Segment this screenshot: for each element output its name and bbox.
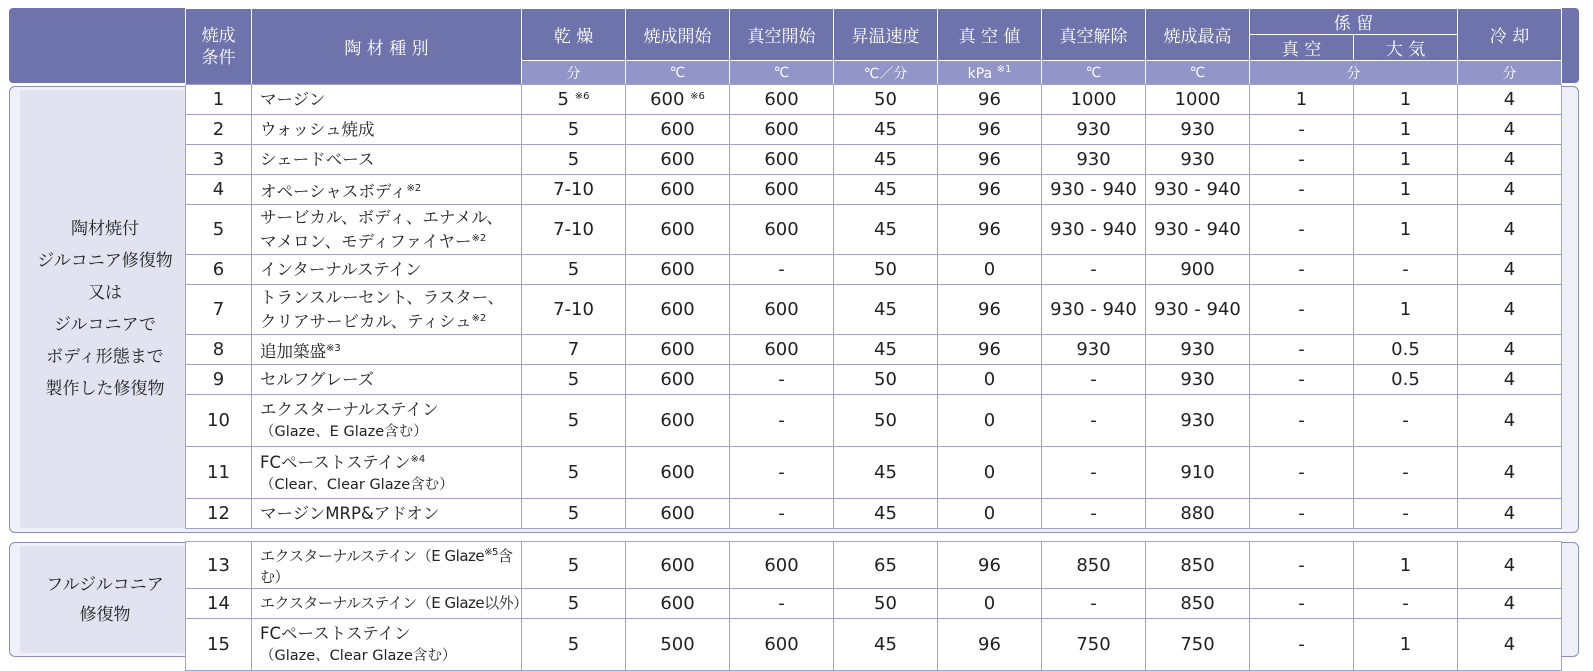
value-heat-rate: 50 xyxy=(834,255,938,285)
value-dry-text: 5 xyxy=(557,89,569,110)
table-row xyxy=(186,589,1562,619)
value-firing-start xyxy=(626,619,730,671)
material-name-text: FCペーストステイン xyxy=(260,453,411,472)
value-firing-start-text: 600 xyxy=(660,554,695,576)
value-dry-text: 5 xyxy=(567,149,580,170)
value-firing-start xyxy=(626,175,730,205)
condition-number: 13 xyxy=(186,542,252,589)
value-heat-rate: 50 xyxy=(834,589,938,619)
value-dry-text: 5 xyxy=(567,503,580,524)
value-firing-start-text: 600 xyxy=(660,179,695,200)
value-hold-vacuum: - xyxy=(1250,115,1354,145)
value-firing-max: 930 xyxy=(1146,395,1250,447)
value-vacuum-start: 600 xyxy=(730,175,834,205)
unit-dry: 分 xyxy=(522,61,626,85)
value-firing-start xyxy=(626,589,730,619)
value-vacuum-release: 850 xyxy=(1042,542,1146,589)
value-vacuum-release: - xyxy=(1042,499,1146,529)
value-vacuum-level: 0 xyxy=(938,395,1042,447)
material-name xyxy=(252,395,522,447)
value-dry xyxy=(522,115,626,145)
material-name xyxy=(252,542,522,589)
table-row xyxy=(186,619,1562,671)
firing-table-porcelain xyxy=(185,84,1562,529)
footnote-mark: ※6 xyxy=(574,91,590,102)
material-name-text: エクスターナルステイン（E Glaze xyxy=(260,547,485,565)
material-name xyxy=(252,499,522,529)
value-vacuum-start: 600 xyxy=(730,285,834,335)
value-hold-air: - xyxy=(1354,395,1458,447)
value-firing-max: 910 xyxy=(1146,447,1250,499)
value-cooling: 4 xyxy=(1458,447,1562,499)
value-hold-vacuum: - xyxy=(1250,255,1354,285)
header-firing-max: 焼成最高 xyxy=(1146,9,1250,61)
value-dry xyxy=(522,175,626,205)
value-dry-text: 5 xyxy=(567,410,580,431)
value-dry xyxy=(522,145,626,175)
footnote-mark: ※2 xyxy=(406,182,422,194)
material-name xyxy=(252,619,522,671)
value-dry-text: 5 xyxy=(567,259,580,280)
material-name-tail: 含む） xyxy=(260,547,513,586)
table-row xyxy=(186,115,1562,145)
value-hold-air: - xyxy=(1354,589,1458,619)
unit-vacuum-release: ℃ xyxy=(1042,61,1146,85)
condition-number: 7 xyxy=(186,285,252,335)
condition-number: 9 xyxy=(186,365,252,395)
value-firing-start xyxy=(626,335,730,365)
value-vacuum-level: 96 xyxy=(938,205,1042,255)
value-vacuum-release: 930 - 940 xyxy=(1042,285,1146,335)
value-heat-rate: 45 xyxy=(834,145,938,175)
header-hold-air: 大 気 xyxy=(1354,35,1458,61)
material-subnote: （Glaze、Clear Glaze含む） xyxy=(260,647,457,664)
value-firing-start-text: 600 xyxy=(660,503,695,524)
value-heat-rate: 50 xyxy=(834,365,938,395)
table-row xyxy=(186,255,1562,285)
value-vacuum-release: 930 - 940 xyxy=(1042,175,1146,205)
value-dry-text: 5 xyxy=(567,593,580,614)
material-name-text: エクスターナルステイン（E Glaze以外） xyxy=(260,594,528,612)
value-firing-max: 930 xyxy=(1146,145,1250,175)
value-vacuum-release: - xyxy=(1042,395,1146,447)
value-vacuum-start: - xyxy=(730,255,834,285)
value-hold-air: - xyxy=(1354,499,1458,529)
value-dry-text: 5 xyxy=(567,634,580,655)
value-vacuum-start: 600 xyxy=(730,542,834,589)
value-hold-vacuum: - xyxy=(1250,619,1354,671)
value-vacuum-level: 96 xyxy=(938,85,1042,115)
value-hold-vacuum: - xyxy=(1250,499,1354,529)
value-hold-air: 1 xyxy=(1354,542,1458,589)
value-vacuum-start: 600 xyxy=(730,619,834,671)
value-heat-rate: 45 xyxy=(834,447,938,499)
value-heat-rate: 50 xyxy=(834,395,938,447)
material-name-text: エクスターナルステイン xyxy=(260,399,439,419)
table-row xyxy=(186,365,1562,395)
material-name-text: インターナルステイン xyxy=(260,260,422,279)
value-vacuum-start: 600 xyxy=(730,145,834,175)
value-firing-max: 850 xyxy=(1146,589,1250,619)
condition-number: 8 xyxy=(186,335,252,365)
condition-number: 5 xyxy=(186,205,252,255)
value-dry xyxy=(522,542,626,589)
value-vacuum-release: 930 xyxy=(1042,115,1146,145)
value-vacuum-level: 96 xyxy=(938,145,1042,175)
value-firing-start xyxy=(626,85,730,115)
value-dry xyxy=(522,285,626,335)
value-cooling: 4 xyxy=(1458,395,1562,447)
value-firing-max: 930 - 940 xyxy=(1146,175,1250,205)
value-cooling: 4 xyxy=(1458,542,1562,589)
header-vacuum-level: 真 空 値 xyxy=(938,9,1042,61)
value-firing-start-text: 600 xyxy=(660,259,695,280)
value-vacuum-start: 600 xyxy=(730,85,834,115)
value-heat-rate: 45 xyxy=(834,115,938,145)
value-firing-start xyxy=(626,285,730,335)
value-firing-start xyxy=(626,115,730,145)
material-subnote: （Clear、Clear Glaze含む） xyxy=(260,477,454,493)
value-firing-max: 750 xyxy=(1146,619,1250,671)
table-row xyxy=(186,205,1562,255)
header-vacuum-start: 真空開始 xyxy=(730,9,834,61)
footnote-mark: ※2 xyxy=(471,233,487,244)
value-firing-start-text: 600 xyxy=(650,89,685,110)
condition-number: 15 xyxy=(186,619,252,671)
unit-heat-rate: ℃／分 xyxy=(834,61,938,85)
value-dry xyxy=(522,619,626,671)
value-vacuum-release: - xyxy=(1042,589,1146,619)
value-firing-start-text: 600 xyxy=(660,149,695,170)
value-vacuum-start: - xyxy=(730,447,834,499)
header-firing-start: 焼成開始 xyxy=(626,9,730,61)
value-vacuum-level: 0 xyxy=(938,589,1042,619)
group-line: ジルコニアで xyxy=(53,315,157,335)
value-dry-text: 5 xyxy=(567,369,580,390)
value-vacuum-release: - xyxy=(1042,365,1146,395)
unit-firing-max: ℃ xyxy=(1146,61,1250,85)
material-name-text: マメロン、モディファイヤー xyxy=(260,232,472,251)
material-name xyxy=(252,115,522,145)
value-cooling: 4 xyxy=(1458,335,1562,365)
header-heat-rate: 昇温速度 xyxy=(834,9,938,61)
group-line: 陶材焼付 xyxy=(70,219,139,239)
group-line: 又は xyxy=(87,283,122,303)
value-hold-air: - xyxy=(1354,255,1458,285)
value-firing-start xyxy=(626,499,730,529)
value-firing-start-text: 600 xyxy=(660,462,695,483)
value-firing-start-text: 600 xyxy=(660,299,695,320)
value-vacuum-release: 930 xyxy=(1042,335,1146,365)
value-vacuum-level: 0 xyxy=(938,499,1042,529)
firing-table-full-zirconia xyxy=(185,541,1562,671)
value-hold-vacuum: - xyxy=(1250,285,1354,335)
value-heat-rate: 45 xyxy=(834,175,938,205)
value-vacuum-release: 750 xyxy=(1042,619,1146,671)
group-label-full-zirconia xyxy=(20,546,190,653)
value-heat-rate: 45 xyxy=(834,619,938,671)
value-hold-vacuum: - xyxy=(1250,589,1354,619)
value-hold-air: 1 xyxy=(1354,205,1458,255)
value-firing-max: 930 xyxy=(1146,365,1250,395)
table-row xyxy=(186,85,1562,115)
value-vacuum-start: 600 xyxy=(730,115,834,145)
value-vacuum-level: 0 xyxy=(938,447,1042,499)
material-name xyxy=(252,285,522,335)
value-cooling: 4 xyxy=(1458,499,1562,529)
unit-cooling: 分 xyxy=(1458,61,1562,85)
material-name xyxy=(252,85,522,115)
table-row xyxy=(186,542,1562,589)
value-cooling: 4 xyxy=(1458,145,1562,175)
value-hold-air: 1 xyxy=(1354,619,1458,671)
header-vacuum-release: 真空解除 xyxy=(1042,9,1146,61)
condition-number: 3 xyxy=(186,145,252,175)
footnote-mark: ※5 xyxy=(484,547,498,558)
material-name-text: 追加築盛 xyxy=(260,341,326,361)
value-firing-start xyxy=(626,447,730,499)
value-hold-air: 1 xyxy=(1354,285,1458,335)
footnote-mark: ※4 xyxy=(410,454,426,465)
material-name xyxy=(252,335,522,365)
table-row xyxy=(186,175,1562,205)
material-name-text: トランスルーセント、ラスター、 xyxy=(260,288,505,307)
value-firing-max: 1000 xyxy=(1146,85,1250,115)
value-firing-max: 930 - 940 xyxy=(1146,285,1250,335)
unit-firing-start: ℃ xyxy=(626,61,730,85)
value-hold-vacuum: - xyxy=(1250,175,1354,205)
condition-number: 6 xyxy=(186,255,252,285)
value-dry-text: 5 xyxy=(567,462,580,483)
value-dry xyxy=(522,255,626,285)
material-name xyxy=(252,589,528,619)
value-firing-start xyxy=(626,395,730,447)
group-line: ジルコニア修復物 xyxy=(37,251,173,271)
condition-number: 2 xyxy=(186,115,252,145)
value-heat-rate: 45 xyxy=(834,499,938,529)
material-subnote: （Glaze、E Glaze含む） xyxy=(260,423,428,440)
value-hold-vacuum: - xyxy=(1250,335,1354,365)
value-hold-vacuum: - xyxy=(1250,395,1354,447)
value-vacuum-release: - xyxy=(1042,447,1146,499)
value-vacuum-level: 96 xyxy=(938,175,1042,205)
header-hold-vacuum: 真 空 xyxy=(1250,35,1354,61)
material-name-text: マージンMRP&アドオン xyxy=(260,504,440,523)
unit-vacuum-level: kPa $^{※1}$ xyxy=(938,61,1042,85)
value-vacuum-level: 96 xyxy=(938,115,1042,145)
group-line: ボディ形態まで xyxy=(46,347,164,367)
condition-number: 12 xyxy=(186,499,252,529)
value-dry xyxy=(522,205,626,255)
value-hold-air: - xyxy=(1354,447,1458,499)
value-firing-start-text: 500 xyxy=(660,634,695,655)
value-firing-start xyxy=(626,255,730,285)
value-dry-text: 7-10 xyxy=(553,219,594,240)
footnote-mark: ※2 xyxy=(471,313,487,324)
material-name xyxy=(252,365,522,395)
value-firing-start-text: 600 xyxy=(660,339,695,360)
value-vacuum-release: 1000 xyxy=(1042,85,1146,115)
value-firing-max: 930 - 940 xyxy=(1146,205,1250,255)
value-firing-max: 900 xyxy=(1146,255,1250,285)
value-vacuum-level: 96 xyxy=(938,335,1042,365)
value-vacuum-start: 600 xyxy=(730,335,834,365)
unit-hold: 分 xyxy=(1250,61,1458,85)
value-hold-air: 1 xyxy=(1354,145,1458,175)
value-vacuum-start: - xyxy=(730,499,834,529)
value-hold-air: 1 xyxy=(1354,115,1458,145)
value-firing-start xyxy=(626,205,730,255)
value-firing-max: 880 xyxy=(1146,499,1250,529)
value-dry xyxy=(522,395,626,447)
value-vacuum-start: - xyxy=(730,589,834,619)
value-dry-text: 7 xyxy=(567,339,580,360)
value-heat-rate: 45 xyxy=(834,335,938,365)
value-vacuum-release: 930 - 940 xyxy=(1042,205,1146,255)
header-dry: 乾 燥 xyxy=(522,9,626,61)
value-hold-vacuum: - xyxy=(1250,145,1354,175)
value-cooling: 4 xyxy=(1458,175,1562,205)
value-firing-start xyxy=(626,365,730,395)
value-cooling: 4 xyxy=(1458,285,1562,335)
value-dry-text: 5 xyxy=(567,119,580,140)
value-heat-rate: 45 xyxy=(834,205,938,255)
value-hold-air: 1 xyxy=(1354,85,1458,115)
value-cooling: 4 xyxy=(1458,115,1562,145)
material-name xyxy=(252,255,522,285)
value-dry-text: 7-10 xyxy=(553,299,594,320)
value-hold-air: 0.5 xyxy=(1354,335,1458,365)
condition-number: 4 xyxy=(186,175,252,205)
value-heat-rate: 50 xyxy=(834,85,938,115)
value-cooling: 4 xyxy=(1458,619,1562,671)
value-vacuum-release: - xyxy=(1042,255,1146,285)
value-firing-max: 850 xyxy=(1146,542,1250,589)
material-name-text: サービカル、ボディ、エナメル、 xyxy=(260,208,503,227)
value-firing-start-text: 600 xyxy=(660,369,695,390)
material-name-text: セルフグレーズ xyxy=(260,370,375,389)
value-dry xyxy=(522,85,626,115)
value-dry xyxy=(522,365,626,395)
value-hold-air: 1 xyxy=(1354,175,1458,205)
value-cooling: 4 xyxy=(1458,255,1562,285)
header-cooling: 冷 却 xyxy=(1458,9,1562,61)
value-vacuum-level: 0 xyxy=(938,255,1042,285)
value-firing-start-text: 600 xyxy=(660,410,695,431)
group-line: フルジルコニア xyxy=(46,574,164,595)
material-name-text: シェードベース xyxy=(260,150,375,169)
value-dry-text: 5 xyxy=(567,554,580,576)
value-cooling: 4 xyxy=(1458,365,1562,395)
table-row xyxy=(186,285,1562,335)
value-vacuum-level: 96 xyxy=(938,285,1042,335)
table-row xyxy=(186,335,1562,365)
value-cooling: 4 xyxy=(1458,205,1562,255)
material-name xyxy=(252,145,522,175)
unit-vacuum-start: ℃ xyxy=(730,61,834,85)
table-row xyxy=(186,395,1562,447)
value-dry xyxy=(522,447,626,499)
condition-number: 10 xyxy=(186,395,252,447)
table-row xyxy=(186,447,1562,499)
header-condition: 焼成 条件 xyxy=(186,9,252,85)
material-name xyxy=(252,447,522,499)
material-name-text: マージン xyxy=(260,90,326,109)
value-dry xyxy=(522,335,626,365)
group-line: 製作した修復物 xyxy=(45,379,165,399)
value-hold-vacuum: 1 xyxy=(1250,85,1354,115)
value-vacuum-level: 0 xyxy=(938,365,1042,395)
value-heat-rate: 45 xyxy=(834,285,938,335)
table-row xyxy=(186,499,1562,529)
table-row xyxy=(186,145,1562,175)
material-name-text: オペーシャスボディ xyxy=(260,181,407,201)
value-hold-vacuum: - xyxy=(1250,542,1354,589)
value-hold-vacuum: - xyxy=(1250,447,1354,499)
value-hold-vacuum: - xyxy=(1250,205,1354,255)
table-header xyxy=(185,8,1562,85)
material-name-text: クリアサービカル、ティシュ xyxy=(260,312,472,331)
value-vacuum-release: 930 xyxy=(1042,145,1146,175)
value-dry xyxy=(522,589,626,619)
footnote-mark: ※3 xyxy=(326,342,341,354)
value-dry xyxy=(522,499,626,529)
condition-number: 11 xyxy=(186,447,252,499)
value-cooling: 4 xyxy=(1458,589,1562,619)
material-name-text: ウォッシュ焼成 xyxy=(260,120,375,139)
value-dry-text: 7-10 xyxy=(553,179,594,200)
group-label-porcelain xyxy=(20,90,190,528)
value-firing-start xyxy=(626,145,730,175)
value-cooling: 4 xyxy=(1458,85,1562,115)
value-firing-start-text: 600 xyxy=(660,219,695,240)
condition-number: 14 xyxy=(186,589,252,619)
value-vacuum-start: 600 xyxy=(730,205,834,255)
header-material: 陶 材 種 別 xyxy=(252,9,522,85)
value-firing-start-text: 600 xyxy=(660,593,695,614)
value-vacuum-level: 96 xyxy=(938,542,1042,589)
condition-number: 1 xyxy=(186,85,252,115)
value-hold-air: 0.5 xyxy=(1354,365,1458,395)
value-firing-start-text: 600 xyxy=(660,119,695,140)
value-vacuum-start: - xyxy=(730,365,834,395)
footnote-mark: ※6 xyxy=(690,91,705,102)
value-vacuum-start: - xyxy=(730,395,834,447)
value-hold-vacuum: - xyxy=(1250,365,1354,395)
value-firing-max: 930 xyxy=(1146,335,1250,365)
value-heat-rate: 65 xyxy=(834,542,938,589)
value-firing-max: 930 xyxy=(1146,115,1250,145)
material-name-text: FCペーストステイン xyxy=(260,623,411,643)
value-vacuum-level: 96 xyxy=(938,619,1042,671)
header-hold: 係 留 xyxy=(1250,9,1458,35)
material-name xyxy=(252,205,522,255)
group-line: 修復物 xyxy=(79,604,131,625)
value-firing-start xyxy=(626,542,730,589)
material-name xyxy=(252,175,522,205)
